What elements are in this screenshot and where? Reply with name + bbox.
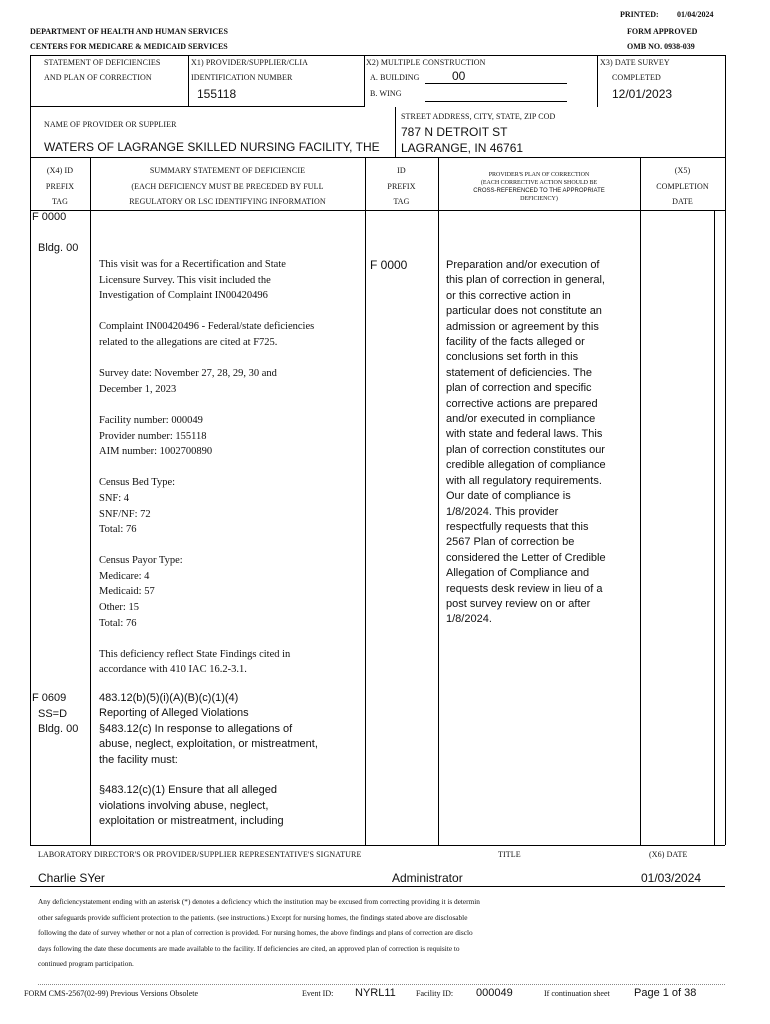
facility-id-label: Facility ID: — [416, 989, 454, 998]
plan-line: with state and federal laws. This — [446, 428, 603, 441]
printed-date: 01/04/2024 — [677, 10, 714, 19]
summary-line: SNF/NF: 72 — [99, 508, 151, 520]
statement-label: STATEMENT OF DEFICIENCIES — [44, 58, 161, 67]
date-survey-value: 12/01/2023 — [612, 87, 673, 101]
f0609-line: the facility must: — [99, 753, 178, 766]
id-tag-f0000: F 0000 — [370, 258, 408, 272]
building-tag-2: Bldg. 00 — [38, 723, 79, 735]
disclaimer-line: continued program participation. — [38, 959, 134, 968]
plan-subheader: (EACH CORRECTIVE ACTION SHOULD BE — [480, 180, 598, 186]
provider-id-value: 155118 — [197, 87, 237, 101]
provider-name-label: NAME OF PROVIDER OR SUPPLIER — [44, 120, 177, 129]
signature-label: LABORATORY DIRECTOR'S OR PROVIDER/SUPPLIER REPRESENTATIVE'S SIGNATURE — [38, 850, 362, 859]
plan-subheader-2: CROSS-REFERENCED TO THE APPROPRIATE — [473, 188, 605, 194]
address-label: STREET ADDRESS, CITY, STATE, ZIP COD — [401, 112, 556, 121]
plan-header: PROVIDER'S PLAN OF CORRECTION — [488, 172, 590, 178]
summary-line: Licensure Survey. This visit included the — [99, 274, 271, 286]
summary-line: This visit was for a Recertification and State — [99, 259, 286, 270]
signature-date: 01/03/2024 — [641, 871, 702, 885]
provider-id-label: X1) PROVIDER/SUPPLIER/CLIA — [191, 58, 309, 67]
summary-statement — [99, 257, 314, 678]
summary-line: December 1, 2023 — [99, 383, 177, 395]
summary-line — [99, 304, 314, 320]
summary-subheader-2: REGULATORY OR LSC IDENTIFYING INFORMATION — [129, 197, 326, 206]
form-approved: FORM APPROVED — [627, 27, 698, 36]
f0609-statement — [99, 691, 318, 830]
f0609-line: violations involving abuse, neglect, — [99, 799, 269, 812]
summary-line: AIM number: 1002700890 — [99, 446, 213, 458]
summary-line: Medicaid: 57 — [99, 586, 155, 598]
plan-line: conclusions set forth in this — [446, 351, 579, 364]
scope-severity: SS=D — [38, 707, 68, 720]
plan-line: 2567 Plan of correction be — [446, 536, 575, 549]
plan-line: Our date of compliance is — [446, 490, 571, 503]
summary-line: Census Bed Type: — [99, 477, 176, 489]
x4-id-label: (X4) ID — [46, 166, 74, 175]
disclaimer-line: Any deficiencystatement ending with an asterisk (*) denotes a deficiency which the institution may be excused from correcting providing it is determin — [38, 897, 480, 906]
signature-date-label: (X6) DATE — [649, 850, 688, 859]
plan-line: this plan of correction in general, — [446, 274, 605, 287]
prefix-tag-f0000: F 0000 — [32, 211, 67, 223]
id-label: ID — [397, 166, 406, 175]
summary-header: SUMMARY STATEMENT OF DEFICIENCIE — [149, 166, 306, 175]
completed-label: COMPLETED — [612, 73, 661, 82]
prefix-tag-f0609-block — [32, 691, 78, 738]
continuation-label: If continuation sheet — [544, 989, 610, 998]
wing-label: B. WING — [370, 89, 402, 98]
address-city: LAGRANGE, IN 46761 — [401, 141, 524, 155]
prefix-tag-f0609: F 0609 — [32, 692, 67, 704]
plan-line: statement of deficiencies. The — [446, 366, 592, 379]
plan-of-correction — [446, 258, 606, 628]
plan-line: 1/8/2024. — [446, 613, 492, 626]
f0609-line: 483.12(b)(5)(i)(A)(B)(c)(1)(4) — [99, 692, 239, 704]
f0609-line: Reporting of Alleged Violations — [99, 707, 249, 720]
summary-line: Provider number: 155118 — [99, 430, 207, 442]
plan-line: Allegation of Compliance and — [446, 567, 590, 580]
signer-name: Charlie SYer — [38, 871, 105, 885]
summary-line — [99, 397, 314, 413]
completion-label: COMPLETION — [656, 182, 709, 191]
summary-line: Other: 15 — [99, 602, 139, 614]
plan-line: or this corrective action in — [446, 289, 571, 302]
plan-line: plan of correction and specific — [446, 382, 592, 395]
plan-line: with all regulatory requirements. — [446, 474, 602, 487]
id-tag-label: TAG — [393, 197, 410, 206]
summary-line: Survey date: November 27, 28, 29, 30 and — [99, 368, 277, 380]
agency-name: DEPARTMENT OF HEALTH AND HUMAN SERVICES — [30, 27, 228, 36]
x4-tag-label: TAG — [51, 197, 69, 206]
plan-line: Preparation and/or execution of — [446, 259, 600, 271]
plan-line: plan of correction constitutes our — [446, 443, 605, 456]
plan-line: facility of the facts alleged or — [446, 336, 585, 349]
plan-line: 1/8/2024. This provider — [446, 505, 559, 518]
summary-line: This deficiency reflect State Findings cited in — [99, 648, 291, 660]
date-survey-label: X3) DATE SURVEY — [600, 58, 670, 67]
summary-line — [99, 351, 314, 367]
summary-line: Investigation of Complaint IN00420496 — [99, 290, 268, 302]
plan-label: AND PLAN OF CORRECTION — [44, 73, 152, 82]
summary-line — [99, 460, 314, 476]
f0609-line: abuse, neglect, exploitation, or mistreatment, — [99, 738, 318, 751]
f0609-line: §483.12(c) In response to allegations of — [99, 722, 293, 735]
x5-label: (X5) — [674, 166, 691, 175]
plan-line: particular does not constitute an — [446, 305, 602, 318]
plan-line: respectfully requests that this — [446, 520, 589, 533]
summary-line: Census Payor Type: — [99, 555, 183, 567]
printed-label: PRINTED: — [620, 10, 659, 19]
plan-line: post survey review on or after — [446, 597, 591, 610]
summary-line — [99, 631, 314, 647]
event-id-value: NYRL11 — [355, 987, 396, 999]
page-number: Page 1 of 38 — [634, 987, 697, 999]
disclaimer-line: other safeguards provide sufficient protection to the patients. (see instructions.) Except for nursing homes, the findings stated above are disclosable — [38, 912, 468, 922]
address-street: 787 N DETROIT ST — [401, 125, 508, 139]
facility-id-value: 000049 — [476, 987, 513, 999]
plan-line: requests desk review in lieu of a — [446, 582, 603, 595]
f0609-line: exploitation or mistreatment, including — [99, 815, 284, 828]
form-number: FORM CMS-2567(02-99) Previous Versions Obsolete — [24, 989, 199, 998]
summary-line — [99, 538, 314, 554]
summary-subheader: (EACH DEFICIENCY MUST BE PRECEDED BY FULL — [131, 182, 324, 191]
plan-line: considered the Letter of Credible — [446, 551, 606, 564]
disclaimer-line: days following the date these documents are made available to the facility. If deficiencies are cited, an approved plan of correction is requisite to — [38, 943, 460, 953]
disclaimer-line: following the date of survey whether or not a plan of correction is provided. For nursing homes, the above findings and plans of correction are disclo — [38, 928, 473, 937]
summary-line: Facility number: 000049 — [99, 414, 203, 426]
multiple-construction-label: X2) MULTIPLE CONSTRUCTION — [366, 58, 486, 67]
building-value: 00 — [452, 69, 466, 83]
summary-line: SNF: 4 — [99, 492, 130, 504]
plan-line: credible allegation of compliance — [446, 459, 606, 472]
plan-line: corrective actions are prepared — [446, 397, 598, 410]
completion-date-label: DATE — [672, 197, 693, 206]
omb-number: OMB NO. 0938-039 — [627, 42, 695, 51]
summary-line: Complaint IN00420496 - Federal/state deficiencies — [99, 321, 315, 333]
summary-line: accordance with 410 IAC 16.2-3.1. — [99, 664, 247, 676]
signer-title: Administrator — [392, 871, 463, 885]
plan-line: admission or agreement by this — [446, 320, 599, 333]
x4-prefix-label: PREFIX — [45, 182, 75, 191]
event-id-label: Event ID: — [302, 989, 334, 998]
f0609-line — [99, 768, 318, 783]
summary-line: Total: 76 — [99, 524, 137, 536]
summary-line: Medicare: 4 — [99, 570, 150, 582]
agency-sub-name: CENTERS FOR MEDICARE & MEDICAID SERVICES — [30, 42, 228, 51]
identification-label: IDENTIFICATION NUMBER — [191, 73, 293, 82]
plan-subheader-3: DEFICIENCY) — [520, 196, 558, 202]
summary-line: Total: 76 — [99, 617, 137, 629]
f0609-line: §483.12(c)(1) Ensure that all alleged — [99, 784, 277, 797]
disclaimer — [38, 894, 480, 972]
provider-name: WATERS OF LAGRANGE SKILLED NURSING FACILITY, THE — [44, 140, 380, 154]
summary-line: related to the allegations are cited at F725. — [99, 336, 278, 348]
id-prefix-label: PREFIX — [387, 182, 416, 191]
building-label: A. BUILDING — [370, 73, 420, 82]
building-tag-1: Bldg. 00 — [38, 242, 79, 254]
plan-line: and/or executed in compliance — [446, 413, 596, 426]
title-label: TITLE — [498, 850, 521, 859]
